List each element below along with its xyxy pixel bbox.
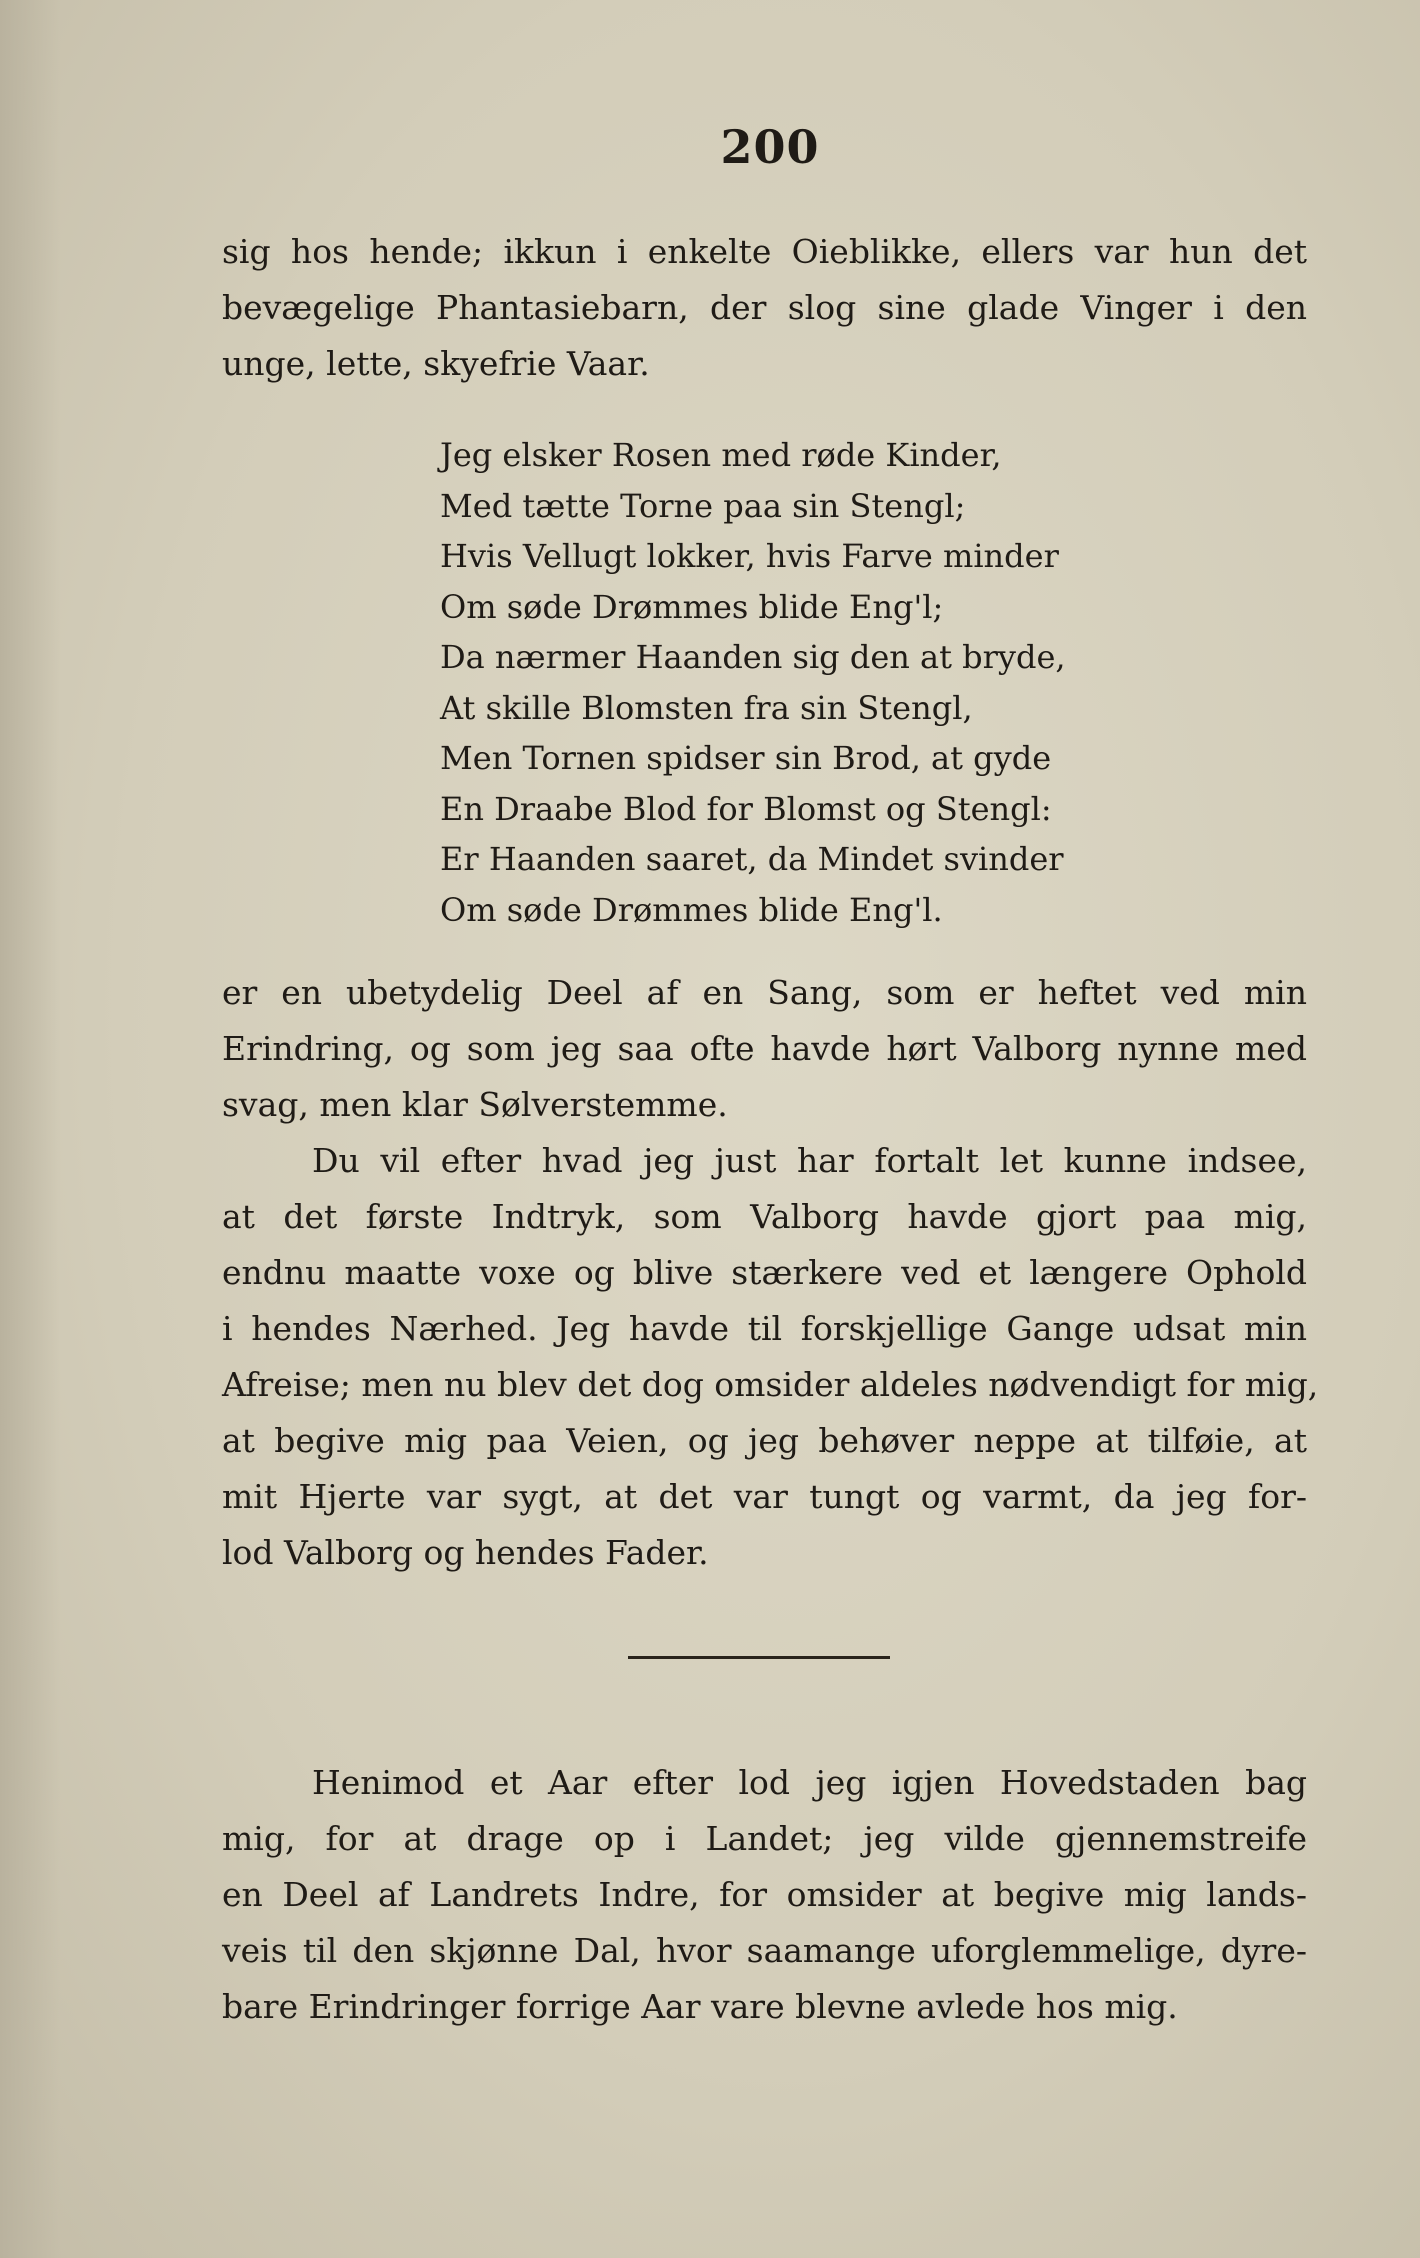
text-line: veis til den skjønne Dal, hvor saamange uforglemmelige, dyre- bbox=[222, 1931, 1307, 1970]
text-line: unge, lette, skyefrie Vaar. bbox=[222, 344, 650, 383]
text-line: i hendes Nærhed. Jeg havde til forskjellige Gange udsat min bbox=[222, 1309, 1307, 1348]
text-line: sig hos hende; ikkun i enkelte Oieblikke, ellers var hun det bbox=[222, 232, 1307, 271]
paragraph-after-poem bbox=[222, 965, 1307, 1133]
text-line: Henimod et Aar efter lod jeg igjen Hovedstaden bag bbox=[312, 1763, 1307, 1802]
text-line: Afreise; men nu blev det dog omsider aldeles nødvendigt for mig, bbox=[222, 1365, 1319, 1404]
text-line: bevægelige Phantasiebarn, der slog sine glade Vinger i den bbox=[222, 288, 1307, 327]
paragraph bbox=[222, 1133, 1319, 1581]
poem-line: Er Haanden saaret, da Mindet svinder bbox=[440, 840, 1064, 878]
paragraph bbox=[222, 1755, 1307, 2035]
text-line: mit Hjerte var sygt, at det var tungt og varmt, da jeg for- bbox=[222, 1477, 1307, 1516]
poem-line: Da nærmer Haanden sig den at bryde, bbox=[440, 638, 1066, 676]
poem-stanza bbox=[440, 430, 1160, 935]
text-line: Du vil efter hvad jeg just har fortalt let kunne indsee, bbox=[312, 1141, 1307, 1180]
text-line: er en ubetydelig Deel af en Sang, som er heftet ved min bbox=[222, 973, 1307, 1012]
text-line: en Deel af Landrets Indre, for omsider at begive mig lands- bbox=[222, 1875, 1307, 1914]
text-line: Erindring, og som jeg saa ofte havde hørt Valborg nynne med bbox=[222, 1029, 1307, 1068]
text-line: svag, men klar Sølverstemme. bbox=[222, 1085, 728, 1124]
section-divider bbox=[628, 1656, 890, 1659]
text-line: mig, for at drage op i Landet; jeg vilde gjennemstreife bbox=[222, 1819, 1307, 1858]
poem-line: Jeg elsker Rosen med røde Kinder, bbox=[440, 436, 1002, 474]
page-number: 200 bbox=[720, 120, 820, 174]
poem-line: Om søde Drømmes blide Eng'l; bbox=[440, 587, 944, 626]
poem-line: Hvis Vellugt lokker, hvis Farve minder bbox=[440, 537, 1059, 575]
poem-line: At skille Blomsten fra sin Stengl, bbox=[440, 688, 973, 727]
text-line: at begive mig paa Veien, og jeg behøver neppe at tilføie, at bbox=[222, 1421, 1307, 1460]
text-line: lod Valborg og hendes Fader. bbox=[222, 1533, 709, 1572]
poem-line: En Draabe Blod for Blomst og Stengl: bbox=[440, 789, 1052, 828]
text-line: bare Erindringer forrige Aar vare blevne avlede hos mig. bbox=[222, 1987, 1178, 2026]
text-line: endnu maatte voxe og blive stærkere ved et længere Ophold bbox=[222, 1253, 1307, 1292]
text-line: at det første Indtryk, som Valborg havde gjort paa mig, bbox=[222, 1197, 1307, 1236]
poem-line: Om søde Drømmes blide Eng'l. bbox=[440, 890, 943, 929]
paragraph-continuation bbox=[222, 224, 1307, 392]
poem-line: Med tætte Torne paa sin Stengl; bbox=[440, 486, 966, 525]
poem-line: Men Tornen spidser sin Brod, at gyde bbox=[440, 739, 1052, 777]
